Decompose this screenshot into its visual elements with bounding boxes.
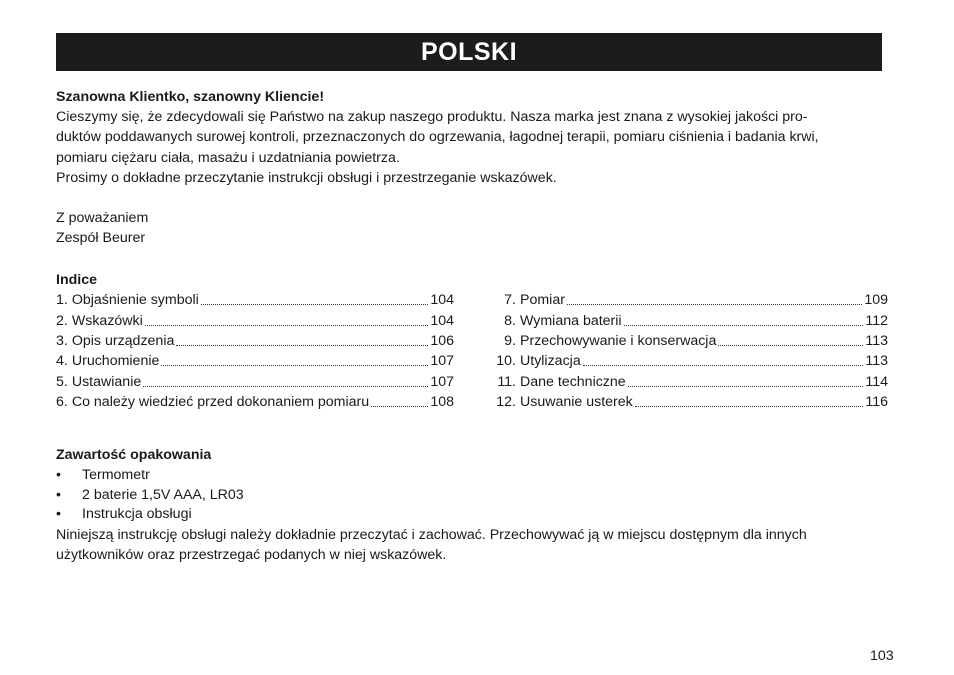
toc-entry-page: 113 <box>865 333 888 349</box>
toc-entry-page: 107 <box>430 353 454 369</box>
page-title: POLSKI <box>420 37 518 66</box>
greeting: Szanowna Klientko, szanowny Kliencie! <box>56 89 325 105</box>
intro-line-3: pomiaru ciężaru ciała, masażu i uzdatniania powietrza. <box>56 150 400 166</box>
toc-entry-title: Opis urządzenia <box>71 333 175 349</box>
toc-leader-dots <box>635 394 864 407</box>
toc-entry-title: Wymiana baterii <box>520 313 622 329</box>
toc-entry[interactable] <box>490 392 888 412</box>
toc-entry[interactable] <box>56 392 454 412</box>
toc-entry-page: 112 <box>865 313 888 329</box>
toc-entry[interactable] <box>56 372 454 392</box>
toc-entry-number: 3. <box>56 333 68 349</box>
toc-entry-page: 104 <box>430 313 454 329</box>
toc-entry[interactable] <box>56 290 454 310</box>
toc-entry-title: Pomiar <box>520 292 565 308</box>
bullet-icon: • <box>56 467 61 483</box>
package-item <box>56 485 244 505</box>
toc-entry-number: 10. <box>496 353 516 369</box>
toc-entry-number: 6. <box>56 394 68 410</box>
closing-regards: Z poważaniem <box>56 210 149 226</box>
package-item-label: 2 baterie 1,5V AAA, LR03 <box>82 487 244 503</box>
package-heading: Zawartość opakowania <box>56 447 212 463</box>
toc-entry-number: 1. <box>56 292 68 308</box>
toc-entry-page: 113 <box>865 353 888 369</box>
intro-line-4: Prosimy o dokładne przeczytanie instrukcji obsługi i przestrzeganie wskazówek. <box>56 170 557 186</box>
toc-entry-number: 5. <box>56 374 68 390</box>
toc-leader-dots <box>143 374 428 387</box>
package-note-line-2: użytkowników oraz przestrzegać podanych w niej wskazówek. <box>56 547 447 563</box>
toc-entry-title: Przechowywanie i konserwacja <box>520 333 717 349</box>
toc-entry-number: 11. <box>497 374 516 390</box>
toc-leader-dots <box>161 353 428 366</box>
package-note-line-1: Niniejszą instrukcję obsługi należy dokładnie przeczytać i zachować. Przechowywać ją w miejscu dostępnym dla innych <box>56 527 807 543</box>
page-number: 103 <box>870 648 894 664</box>
toc-entry[interactable] <box>56 331 454 351</box>
toc-entry-number: 2. <box>56 313 68 329</box>
toc-leader-dots <box>371 394 428 407</box>
toc-leader-dots <box>176 333 428 346</box>
toc-entry-title: Objaśnienie symboli <box>71 292 199 308</box>
toc-leader-dots <box>567 292 862 305</box>
toc-entry-title: Wskazówki <box>71 313 143 329</box>
toc-entry[interactable] <box>56 311 454 331</box>
toc-entry[interactable] <box>490 290 888 310</box>
toc-entry[interactable] <box>56 351 454 371</box>
toc-leader-dots <box>624 313 864 326</box>
toc-entry[interactable] <box>490 311 888 331</box>
toc-entry-number: 7. <box>504 292 516 308</box>
toc-leader-dots <box>583 353 864 366</box>
toc-entry-page: 116 <box>865 394 888 410</box>
toc-entry-number: 9. <box>504 333 516 349</box>
toc-entry-page: 106 <box>430 333 454 349</box>
toc-entry-title: Utylizacja <box>520 353 581 369</box>
bullet-icon: • <box>56 487 61 503</box>
closing-signature: Zespół Beurer <box>56 230 146 246</box>
toc-entry-title: Usuwanie usterek <box>520 394 633 410</box>
toc-leader-dots <box>201 292 429 305</box>
index-heading: Indice <box>56 272 97 288</box>
toc-entry-page: 114 <box>865 374 888 390</box>
toc-entry[interactable] <box>490 331 888 351</box>
toc-entry-number: 8. <box>504 313 516 329</box>
toc-entry-number: 12. <box>496 394 516 410</box>
toc-entry-page: 104 <box>430 292 454 308</box>
package-item-label: Instrukcja obsługi <box>82 506 192 522</box>
toc-entry-title: Uruchomienie <box>71 353 160 369</box>
bullet-icon: • <box>56 506 61 522</box>
toc-entry-title: Ustawianie <box>71 374 142 390</box>
package-item <box>56 504 192 524</box>
package-item <box>56 465 150 485</box>
toc-entry-number: 4. <box>56 353 68 369</box>
intro-line-2: duktów poddawanych surowej kontroli, przeznaczonych do ogrzewania, łagodnej terapii, pomiaru ciśnienia i badania krwi, <box>56 129 819 145</box>
toc-entry[interactable] <box>490 351 888 371</box>
toc-entry-page: 109 <box>864 292 888 308</box>
toc-entry-title: Dane techniczne <box>520 374 626 390</box>
toc-entry-page: 107 <box>430 374 454 390</box>
toc-leader-dots <box>145 313 429 326</box>
toc-leader-dots <box>718 333 863 346</box>
toc-entry-title: Co należy wiedzieć przed dokonaniem pomiaru <box>71 394 370 410</box>
package-item-label: Termometr <box>82 467 150 483</box>
toc-leader-dots <box>628 374 864 387</box>
language-header-bar <box>56 33 882 71</box>
toc-entry[interactable] <box>490 372 888 392</box>
intro-line-1: Cieszymy się, że zdecydowali się Państwo na zakup naszego produktu. Nasza marka jest znana z wysokiej jakości pro- <box>56 109 808 125</box>
toc-entry-page: 108 <box>430 394 454 410</box>
